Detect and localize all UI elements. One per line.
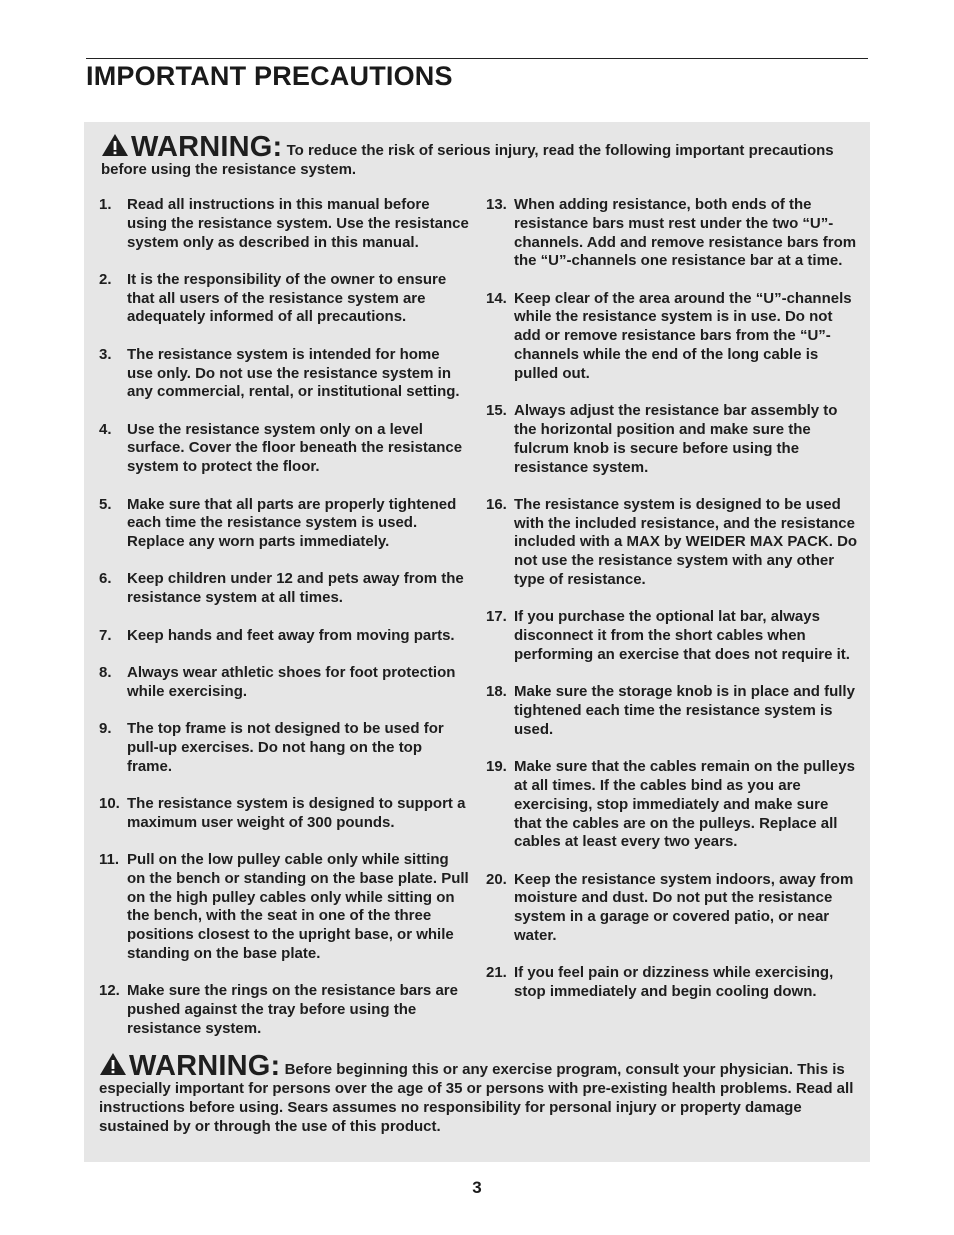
warning-heading <box>99 1050 285 1082</box>
precaution-text: Read all instructions in this manual before using the resistance system. Use the resistance system only as described in this manual. <box>127 196 469 251</box>
precaution-number: 21. <box>486 964 507 982</box>
precaution-text: Make sure the rings on the resistance bars are pushed against the tray before using the resistance system. <box>127 982 458 1037</box>
precaution-number: 17. <box>486 608 507 626</box>
precaution-item <box>486 608 858 664</box>
precaution-text: It is the responsibility of the owner to ensure that all users of the resistance system are adequately informed of all precautions. <box>127 270 447 326</box>
warning-triangle-icon <box>101 133 129 157</box>
precaution-item <box>486 964 858 1002</box>
precaution-text: Make sure the storage knob is in place and fully tightened each time the resistance system is used. <box>514 683 855 738</box>
precaution-item <box>99 570 469 608</box>
warning-heading <box>101 131 287 163</box>
precaution-text: Pull on the low pulley cable only while sitting on the bench or standing on the base plate. Pull on the high pulley cables only while sitting on the bench, with the seat in one of the three positions closest to the upright base, or while standing on the base plate. <box>127 850 469 962</box>
precaution-text: Keep children under 12 and pets away from the resistance system at all times. <box>127 570 464 607</box>
precaution-text: The resistance system is intended for home use only. Do not use the resistance system in any commercial, rental, or institutional setting. <box>127 345 460 401</box>
precaution-text: The resistance system is designed to support a maximum user weight of 300 pounds. <box>127 794 466 831</box>
warning-top <box>101 133 861 179</box>
warning-text: To reduce the risk of serious injury, read the following important precautions before using the resistance system. <box>101 142 834 178</box>
precaution-number: 15. <box>486 402 507 420</box>
precautions-right-column <box>486 196 858 1002</box>
precaution-item <box>99 271 469 327</box>
precaution-number: 6. <box>99 570 112 588</box>
precaution-number: 14. <box>486 289 507 307</box>
precaution-item <box>99 421 469 477</box>
warning-bottom <box>99 1052 859 1136</box>
precaution-item <box>486 196 858 271</box>
precaution-item <box>486 496 858 590</box>
precautions-panel <box>84 122 870 1162</box>
precaution-number: 5. <box>99 495 112 513</box>
precaution-text: The top frame is not designed to be used for pull-up exercises. Do not hang on the top frame. <box>127 719 444 775</box>
header-rule <box>86 58 868 59</box>
precaution-item <box>99 627 469 646</box>
precaution-item <box>99 795 469 833</box>
precaution-item <box>486 402 858 477</box>
precaution-text: Keep clear of the area around the “U”-channels while the resistance system is in use. Do not add or remove resistance bars from the “U”-channels while the end of the long cable is pulled out. <box>514 289 852 382</box>
precaution-text: Make sure that all parts are properly tightened each time the resistance system is used. Replace any worn parts immediately. <box>127 495 457 551</box>
precaution-item <box>99 664 469 702</box>
precaution-item <box>486 758 858 852</box>
precaution-number: 2. <box>99 270 112 288</box>
precaution-item <box>486 871 858 946</box>
precaution-number: 19. <box>486 758 507 776</box>
precaution-text: Keep the resistance system indoors, away from moisture and dust. Do not put the resistance system in a garage or covered patio, or near water. <box>514 870 854 944</box>
precaution-number: 13. <box>486 196 507 213</box>
precautions-left-column <box>99 196 469 1039</box>
precaution-number: 10. <box>99 794 120 812</box>
precaution-item <box>99 196 469 252</box>
precaution-number: 8. <box>99 663 112 681</box>
precaution-text: The resistance system is designed to be used with the included resistance, and the resistance included with a MAX by WEIDER MAX PACK. Do not use the resistance system with any other type of resistance. <box>514 495 858 589</box>
precaution-item <box>486 683 858 739</box>
precaution-text: Always wear athletic shoes for foot protection while exercising. <box>127 663 456 700</box>
precaution-item <box>99 982 469 1038</box>
precaution-number: 3. <box>99 345 112 363</box>
precaution-number: 16. <box>486 495 507 513</box>
precaution-number: 4. <box>99 420 112 438</box>
precaution-item <box>99 496 469 552</box>
page-number: 3 <box>472 1178 482 1197</box>
precaution-text: If you purchase the optional lat bar, always disconnect it from the short cables when performing an exercise that does not require it. <box>514 608 850 663</box>
precaution-number: 12. <box>99 982 120 1000</box>
precaution-text: If you feel pain or dizziness while exercising, stop immediately and begin cooling down. <box>514 964 834 1001</box>
warning-label: WARNING: <box>131 131 283 163</box>
precaution-number: 9. <box>99 719 112 737</box>
precaution-text: When adding resistance, both ends of the resistance bars must rest under the two “U”-channels. Add and remove resistance bars from the “U”-channels one resistance bar at a time. <box>514 196 857 270</box>
precaution-number: 11. <box>99 850 120 868</box>
precaution-item <box>99 720 469 776</box>
precaution-number: 7. <box>99 626 112 644</box>
precaution-number: 20. <box>486 870 507 888</box>
precaution-text: Use the resistance system only on a level surface. Cover the floor beneath the resistance system to protect the floor. <box>127 420 463 476</box>
precaution-text: Always adjust the resistance bar assembly to the horizontal position and make sure the fulcrum knob is secure before using the resistance system. <box>514 402 838 476</box>
warning-label: WARNING: <box>129 1050 281 1082</box>
precaution-item <box>99 851 469 964</box>
precaution-text: Keep hands and feet away from moving parts. <box>127 626 455 644</box>
page-title: IMPORTANT PRECAUTIONS <box>86 61 453 91</box>
precaution-number: 1. <box>99 196 112 213</box>
precaution-item <box>486 290 858 384</box>
precaution-text: Make sure that the cables remain on the pulleys at all times. If the cables bind as you are exercising, stop immediately and make sure that the cables are on the pulleys. Replace all cables at least every two years. <box>514 758 855 851</box>
warning-triangle-icon <box>99 1052 127 1076</box>
precaution-item <box>99 346 469 402</box>
precaution-number: 18. <box>486 683 507 701</box>
warning-text: Before beginning this or any exercise program, consult your physician. This is especially important for persons over the age of 35 or persons with pre-existing health problems. Read all instructions before using. Sears assumes no responsibility for personal injury or property damage sustained by or through the use of this product. <box>99 1061 854 1135</box>
